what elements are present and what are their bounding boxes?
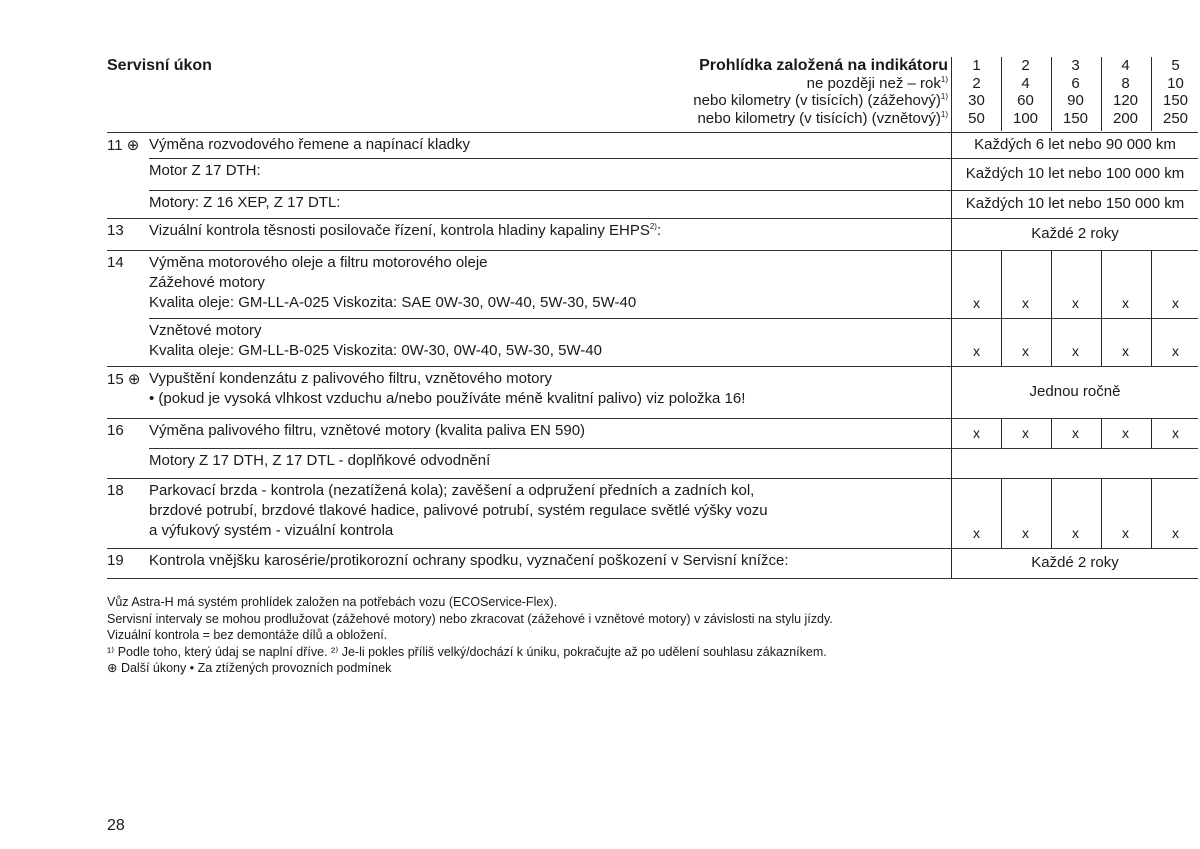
header-value-km-petrol: 120 [1112, 92, 1139, 109]
inspection-mark: x [1022, 295, 1029, 311]
item-description [149, 253, 636, 313]
footnote-line: Vizuální kontrola = bez demontáže dílů a obložení. [107, 628, 388, 642]
item-description [149, 135, 470, 155]
item-description [149, 193, 340, 213]
row-divider [149, 318, 1198, 319]
inspection-column-2 [1001, 57, 1050, 127]
column-divider [1001, 57, 1002, 131]
footnote-line: ⊕ Další úkony • Za ztížených provozních podmínek [107, 661, 392, 675]
row-divider [107, 478, 1198, 479]
header-value-km-petrol: 60 [1017, 92, 1034, 109]
header-value-inspection: 4 [1121, 57, 1130, 74]
description-line: Kvalita oleje: GM-LL-A-025 Viskozita: SAE 0W-30, 0W-40, 5W-30, 5W-40 [149, 294, 637, 311]
row-divider [107, 578, 1198, 579]
description-line: Výměna rozvodového řemene a napínací kladky [149, 136, 471, 153]
item-number: 11 ⊕ [107, 137, 140, 154]
header-value-years: 2 [972, 74, 981, 92]
row-divider [107, 366, 1198, 367]
inspection-title: Prohlídka založená na indikátoru [699, 57, 948, 74]
item-description [149, 369, 745, 409]
header-value-inspection: 2 [1021, 57, 1030, 74]
inspection-mark: x [973, 425, 980, 441]
footnote-line: Servisní intervaly se mohou prodlužovat (zážehové motory) nebo zkracovat (zážehové i vznětové motory) v závislosti na stylu jízdy. [107, 611, 833, 626]
row-divider [107, 418, 1198, 419]
inspection-column-5 [1151, 57, 1200, 127]
interval-cell: Jednou ročně [1029, 383, 1121, 400]
header-value-km-diesel: 150 [1062, 109, 1089, 127]
inspection-mark: x [1122, 343, 1129, 359]
item-number: 16 [107, 422, 124, 439]
column-divider [1151, 57, 1152, 131]
header-label-years: ne později než – rok$^{1)}$ [806, 74, 948, 92]
item-number: 19 [107, 552, 124, 569]
header-value-years: 8 [1121, 74, 1130, 92]
inspection-mark: x [1072, 295, 1079, 311]
header-label-km-diesel: nebo kilometry (v tisících) (vznětový)$^{1)}$ [697, 109, 948, 127]
item-number: 13 [107, 222, 124, 239]
header-value-km-petrol: 30 [968, 92, 985, 109]
interval-cell: Každých 10 let nebo 100 000 km [965, 165, 1185, 182]
inspection-mark: x [1122, 425, 1129, 441]
inspection-mark: x [1172, 343, 1179, 359]
column-divider [1051, 57, 1052, 131]
item-number: 18 [107, 482, 124, 499]
row-divider [107, 548, 1198, 549]
inspection-mark: x [1022, 343, 1029, 359]
description-line: Výměna palivového filtru, vznětové motory (kvalita paliva EN 590) [149, 422, 586, 439]
column-header-service: Servisní úkon [107, 57, 212, 74]
page-number: 28 [107, 817, 125, 834]
row-divider [149, 190, 1198, 191]
description-line: Motor Z 17 DTH: [149, 162, 261, 179]
header-value-years: 4 [1021, 74, 1030, 92]
header-value-years: 6 [1071, 74, 1080, 92]
header-value-km-petrol: 90 [1067, 92, 1084, 109]
interval-cell: Každých 10 let nebo 150 000 km [965, 195, 1185, 212]
description-line: Vznětové motory [149, 322, 262, 339]
item-description [149, 221, 661, 241]
inspection-column-4 [1101, 57, 1150, 127]
item-number: 15 ⊕ [107, 371, 141, 388]
description-line: Kvalita oleje: GM-LL-B-025 Viskozita: 0W-30, 0W-40, 5W-30, 5W-40 [149, 342, 602, 359]
inspection-column-1 [952, 57, 1001, 127]
inspection-mark: x [1072, 425, 1079, 441]
item-description [149, 321, 602, 361]
inspection-column-3 [1051, 57, 1100, 127]
inspection-mark: x [973, 343, 980, 359]
inspection-mark: x [1022, 425, 1029, 441]
item-description [149, 451, 490, 471]
header-value-km-diesel: 250 [1162, 109, 1189, 127]
row-divider [107, 250, 1198, 251]
inspection-mark: x [973, 525, 980, 541]
column-divider [1101, 57, 1102, 131]
inspection-mark: x [1072, 343, 1079, 359]
header-value-km-diesel: 100 [1012, 109, 1039, 127]
description-line: Kontrola vnějšku karosérie/protikorozní ochrany spodku, vyznačení poškození v Servisní knížce: [149, 552, 789, 569]
header-value-km-petrol: 150 [1162, 92, 1189, 109]
description-line: Vypuštění kondenzátu z palivového filtru, vznětového motory [149, 370, 553, 387]
inspection-mark: x [1172, 525, 1179, 541]
header-value-km-diesel: 200 [1112, 109, 1139, 127]
interval-cell: Každé 2 roky [1031, 554, 1119, 571]
interval-cell: Každé 2 roky [1031, 225, 1119, 242]
description-line: Parkovací brzda - kontrola (nezatížená kola); zavěšení a odpružení předních a zadních kol, [149, 482, 755, 499]
item-number: 14 [107, 254, 124, 271]
inspection-mark: x [1122, 525, 1129, 541]
description-line: Výměna motorového oleje a filtru motorového oleje [149, 254, 488, 271]
description-line: Zážehové motory [149, 274, 265, 291]
header-value-inspection: 3 [1071, 57, 1080, 74]
row-divider [107, 132, 1198, 133]
footnote-line: Vůz Astra-H má systém prohlídek založen na potřebách vozu (ECOService-Flex). [107, 595, 558, 609]
interval-cell: Každých 6 let nebo 90 000 km [974, 136, 1176, 153]
item-description [149, 481, 768, 541]
footnote-line: ¹⁾ Podle toho, který údaj se naplní dříve. ²⁾ Je-li pokles příliš velký/dochází k úniku, pokračujte až po udělení souhlasu zákazníkem. [107, 644, 827, 659]
footnotes [107, 594, 833, 677]
description-line: brzdové potrubí, brzdové tlakové hadice, palivové potrubí, systém regulace světlé výšky vozu [149, 502, 768, 519]
column-header-inspection [693, 57, 948, 127]
description-line: a výfukový systém - vizuální kontrola [149, 522, 394, 539]
header-value-years: 10 [1167, 74, 1184, 92]
item-description [149, 161, 261, 181]
header-value-km-diesel: 50 [968, 109, 985, 127]
row-divider [149, 448, 1198, 449]
inspection-mark: x [1022, 525, 1029, 541]
inspection-mark: x [973, 295, 980, 311]
row-divider [149, 158, 1198, 159]
item-description [149, 421, 585, 441]
description-line: Motory: Z 16 XEP, Z 17 DTL: [149, 194, 341, 211]
inspection-mark: x [1172, 425, 1179, 441]
inspection-mark: x [1072, 525, 1079, 541]
header-value-inspection: 5 [1171, 57, 1180, 74]
header-label-km-petrol: nebo kilometry (v tisících) (zážehový)$^{1)}$ [693, 92, 948, 109]
description-line: Vizuální kontrola těsnosti posilovače řízení, kontrola hladiny kapaliny EHPS$^{2)}$: [149, 222, 662, 239]
description-line: • (pokud je vysoká vlhkost vzduchu a/nebo používáte méně kvalitní palivo) viz položka 16! [149, 390, 746, 407]
description-line: Motory Z 17 DTH, Z 17 DTL - doplňkové odvodnění [149, 452, 491, 469]
header-value-inspection: 1 [972, 57, 981, 74]
inspection-mark: x [1122, 295, 1129, 311]
row-divider [107, 218, 1198, 219]
item-description [149, 551, 789, 571]
inspection-mark: x [1172, 295, 1179, 311]
